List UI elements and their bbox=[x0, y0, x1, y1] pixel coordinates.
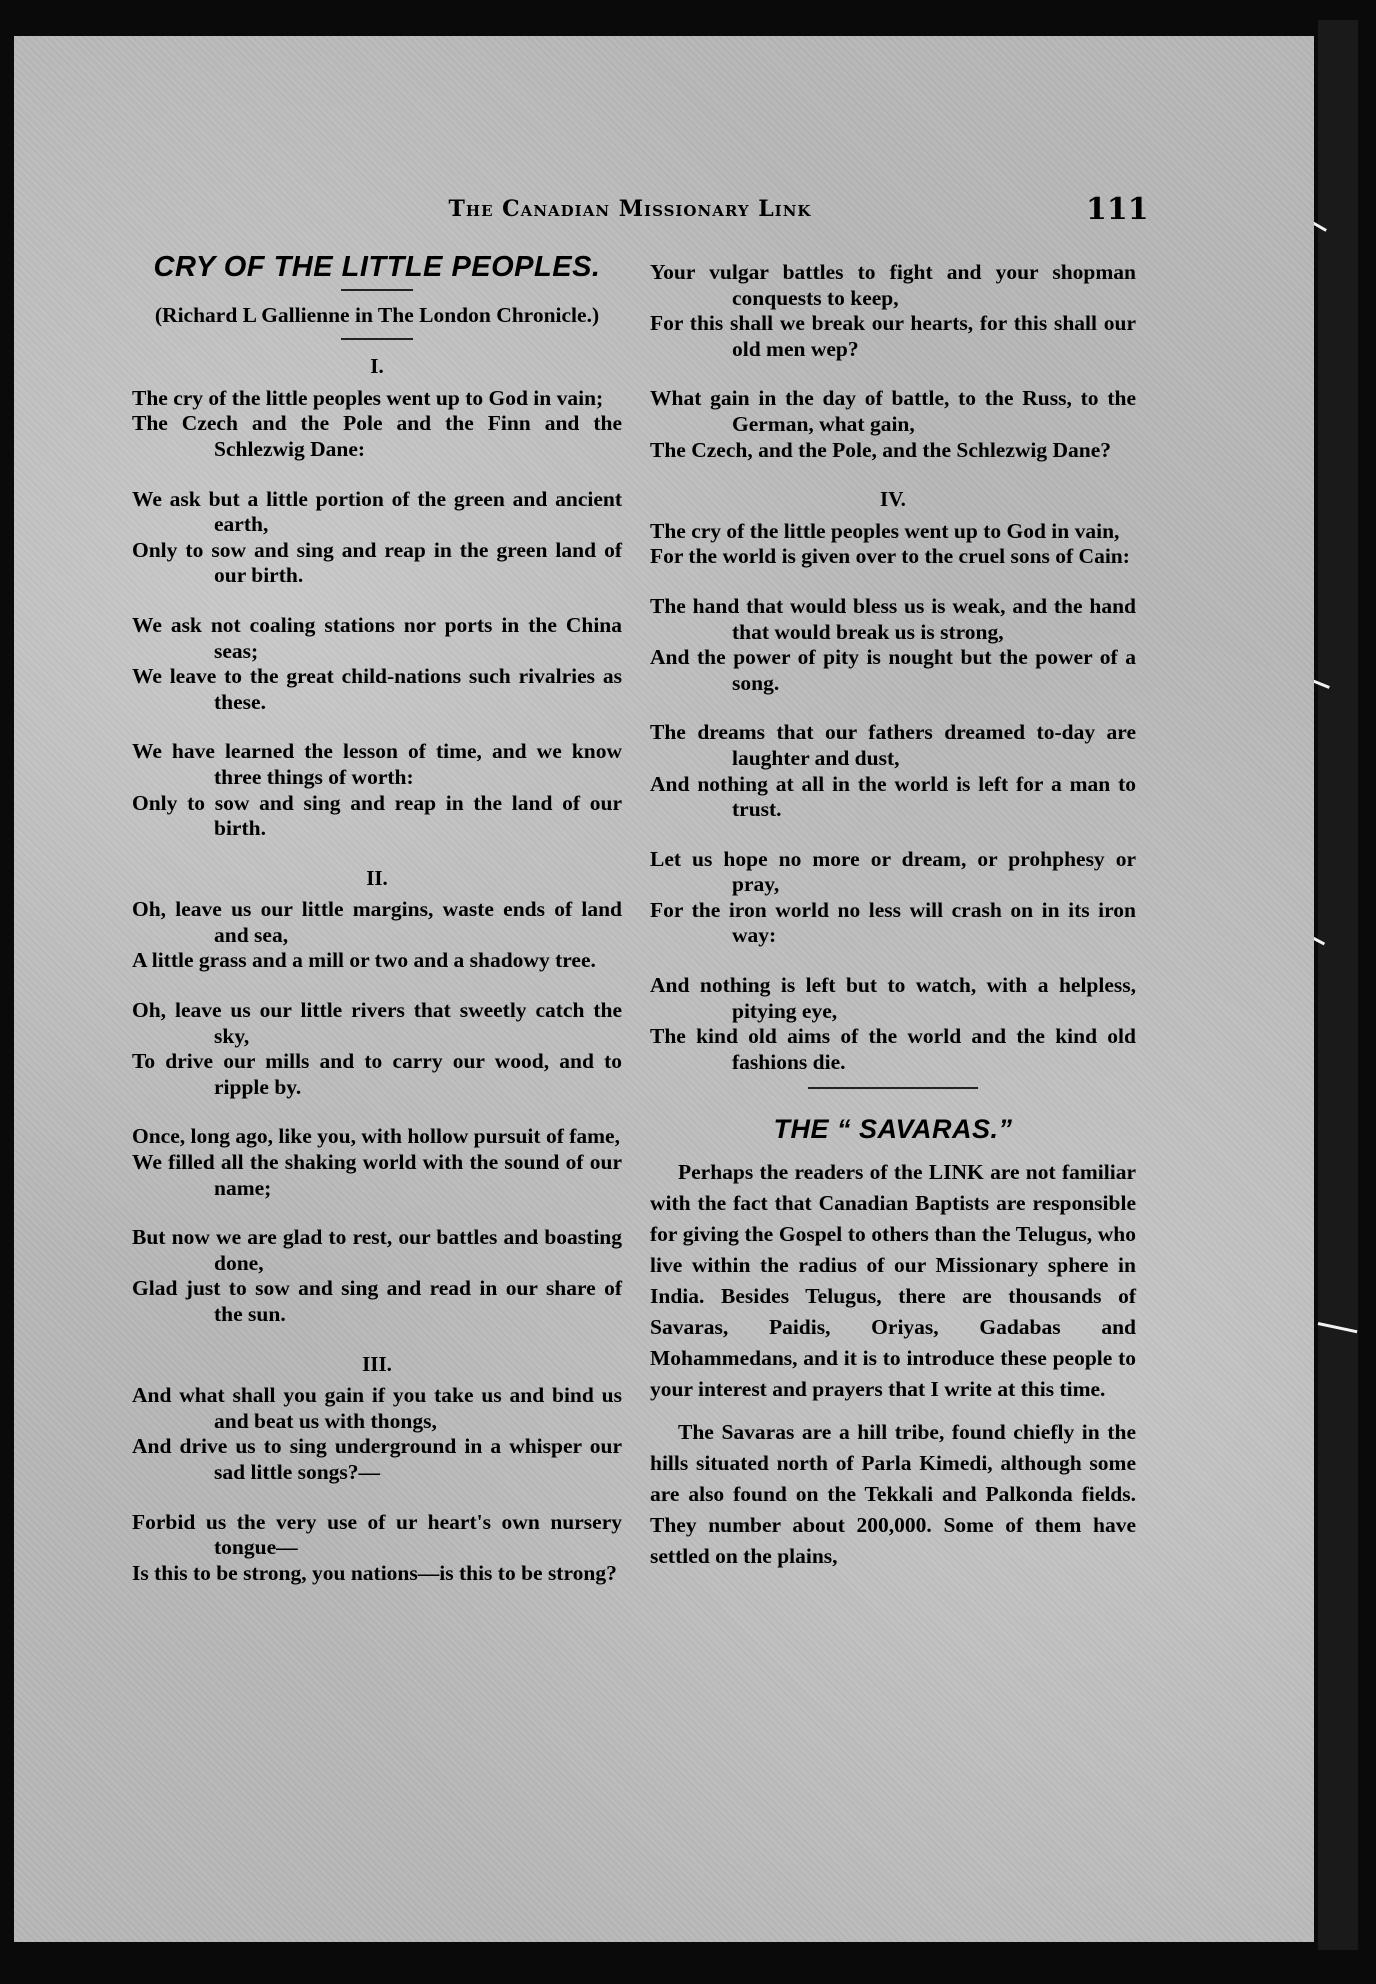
poem-stanza bbox=[132, 1225, 622, 1327]
poem-stanza bbox=[132, 386, 622, 463]
poem-stanza bbox=[132, 998, 622, 1100]
poem-line: The cry of the little peoples went up to God in vain; bbox=[132, 385, 604, 410]
poem-line: For the iron world no less will crash on in its iron way: bbox=[650, 897, 1136, 948]
article-title: THE “ SAVARAS.” bbox=[773, 1114, 1013, 1145]
section-numeral: IV. bbox=[880, 487, 906, 512]
right-column bbox=[650, 260, 1136, 1584]
poem-line: Only to sow and sing and reap in the green land of our birth. bbox=[132, 537, 622, 588]
poem-line: What gain in the day of battle, to the Russ, to the German, what gain, bbox=[650, 386, 1136, 436]
page-number: 111 bbox=[1086, 192, 1149, 227]
poem-stanza bbox=[650, 847, 1136, 949]
poem-line: And nothing is left but to watch, with a helpless, pitying eye, bbox=[650, 973, 1136, 1023]
running-head: The Canadian Missionary Link bbox=[448, 196, 812, 222]
title-rule bbox=[341, 289, 413, 291]
poem-line: For this shall we break our hearts, for this shall our old men wep? bbox=[650, 311, 1136, 361]
poem-line: Only to sow and sing and reap in the land of our birth. bbox=[132, 790, 622, 841]
poem-line: Your vulgar battles to fight and your shopman conquests to keep, bbox=[650, 260, 1136, 310]
poem-stanza bbox=[650, 973, 1136, 1075]
poem-body-right bbox=[650, 260, 1136, 1075]
article-paragraph: Perhaps the readers of the LINK are not familiar with the fact that Canadian Baptists are responsible for giving the Gospel to others than the Telugus, who live within the radius of our Missionary sphere in India. Besides Telugus, there are thousands of Savaras, Paidis, Oriyas, Gadabas and Mohammedans, and it is to introduce these people to your interest and prayers that I write at this time. bbox=[650, 1160, 1136, 1402]
poem-line: We ask but a little portion of the green and ancient earth, bbox=[132, 486, 622, 537]
poem-stanza bbox=[132, 487, 622, 589]
poem-stanza bbox=[132, 897, 622, 974]
poem-credit: (Richard L Gallienne in The London Chronicle.) bbox=[154, 302, 600, 327]
poem-line: Oh, leave us our little rivers that sweetly catch the sky, bbox=[132, 998, 622, 1048]
poem-line: Forbid us the very use of ur heart's own nursery tongue— bbox=[132, 1509, 622, 1560]
left-column bbox=[132, 251, 622, 1610]
section-numeral: III. bbox=[362, 1351, 392, 1376]
poem-line: We ask not coaling stations nor ports in the China seas; bbox=[132, 612, 622, 663]
binding-edge bbox=[1318, 20, 1358, 1950]
poem-stanza bbox=[650, 260, 1136, 362]
poem-line: Let us hope no more or dream, or prohphesy or pray, bbox=[650, 846, 1136, 897]
section-rule bbox=[808, 1087, 978, 1089]
poem-body-left bbox=[132, 354, 622, 1586]
poem-stanza bbox=[650, 720, 1136, 822]
poem-line: And nothing at all in the world is left for a man to trust. bbox=[650, 771, 1136, 822]
poem-line: We filled all the shaking world with the sound of our name; bbox=[132, 1150, 622, 1200]
poem-line: To drive our mills and to carry our wood, and to ripple by. bbox=[132, 1049, 622, 1099]
poem-line: Is this to be strong, you nations—is this to be strong? bbox=[132, 1560, 617, 1585]
article-body bbox=[650, 1157, 1136, 1572]
poem-line: Glad just to sow and sing and read in our share of the sun. bbox=[132, 1276, 622, 1326]
poem-line: The Czech and the Pole and the Finn and the Schlezwig Dane: bbox=[132, 411, 622, 461]
poem-title: CRY OF THE LITTLE PEOPLES. bbox=[153, 251, 601, 283]
poem-stanza bbox=[650, 594, 1136, 696]
poem-line: The kind old aims of the world and the kind old fashions die. bbox=[650, 1024, 1136, 1074]
poem-line: We leave to the great child-nations such rivalries as these. bbox=[132, 664, 622, 714]
poem-stanza bbox=[650, 519, 1136, 570]
poem-stanza bbox=[132, 1510, 622, 1587]
poem-line: Once, long ago, like you, with hollow pursuit of fame, bbox=[132, 1124, 620, 1149]
poem-line: The Czech, and the Pole, and the Schlezwig Dane? bbox=[650, 437, 1112, 462]
poem-stanza bbox=[132, 1383, 622, 1485]
poem-stanza bbox=[132, 1124, 622, 1201]
poem-line: The dreams that our fathers dreamed to-day are laughter and dust, bbox=[650, 720, 1136, 770]
section-numeral: I. bbox=[370, 354, 384, 379]
poem-line: We have learned the lesson of time, and we know three things of worth: bbox=[132, 739, 622, 789]
poem-stanza bbox=[132, 739, 622, 841]
poem-line: And drive us to sing underground in a whisper our sad little songs?— bbox=[132, 1434, 622, 1484]
poem-line: A little grass and a mill or two and a shadowy tree. bbox=[132, 948, 596, 973]
poem-line: For the world is given over to the cruel sons of Cain: bbox=[650, 544, 1130, 569]
poem-stanza bbox=[132, 613, 622, 715]
poem-line: And what shall you gain if you take us and bind us and beat us with thongs, bbox=[132, 1383, 622, 1433]
credit-rule bbox=[341, 338, 413, 340]
poem-stanza bbox=[650, 386, 1136, 463]
article-paragraph: The Savaras are a hill tribe, found chiefly in the hills situated north of Parla Kimedi, although some are also found on the Tekkali and Palkonda fields. They number about 200,000. Some of them have settled on the plains, bbox=[650, 1420, 1136, 1569]
poem-line: Oh, leave us our little margins, waste ends of land and sea, bbox=[132, 897, 622, 947]
poem-line: But now we are glad to rest, our battles and boasting done, bbox=[132, 1225, 622, 1275]
poem-line: The cry of the little peoples went up to God in vain, bbox=[650, 518, 1120, 543]
section-numeral: II. bbox=[366, 865, 388, 890]
poem-line: The hand that would bless us is weak, and the hand that would break us is strong, bbox=[650, 593, 1136, 644]
poem-line: And the power of pity is nought but the power of a song. bbox=[650, 645, 1136, 695]
